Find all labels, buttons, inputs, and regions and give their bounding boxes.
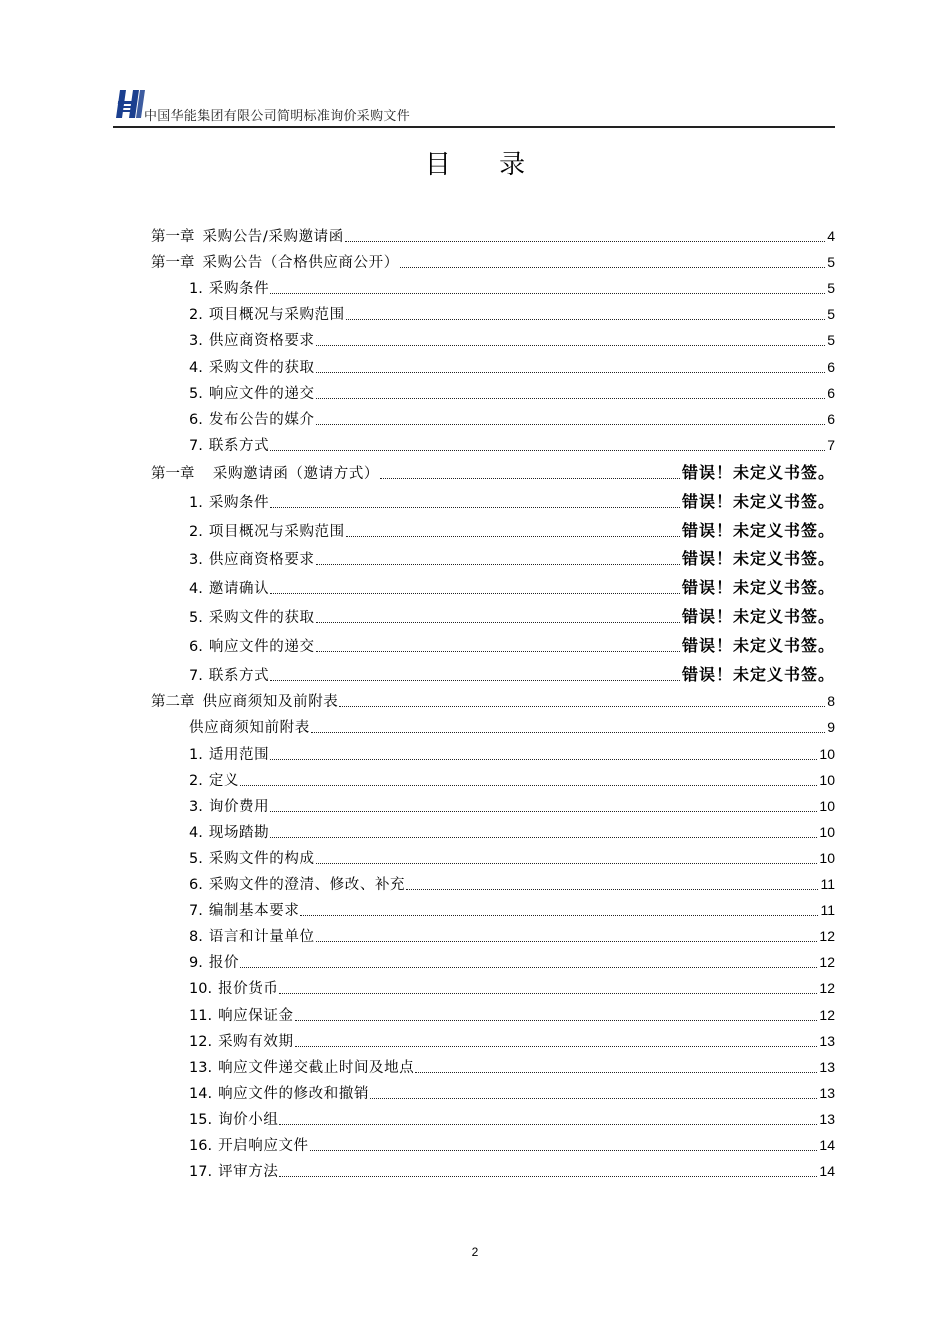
toc-entry-page: 12: [819, 928, 835, 945]
toc-dot-leader: [295, 1020, 818, 1021]
toc-entry-number: 5.: [189, 609, 203, 626]
toc-entry-label: 采购文件的构成: [208, 850, 315, 867]
toc-bookmark-error: 错误！未定义书签。: [681, 637, 835, 655]
toc-dot-leader: [370, 1098, 817, 1099]
toc-entry-number: 1.: [189, 746, 203, 763]
toc-bookmark-error: 错误！未定义书签。: [681, 551, 835, 569]
toc-entry[interactable]: [189, 546, 835, 569]
toc-entry[interactable]: [189, 1082, 835, 1103]
toc-entry[interactable]: [189, 518, 835, 541]
toc-entry-page: 6: [827, 358, 835, 375]
toc-entry-page: 12: [819, 1006, 835, 1023]
toc-bookmark-error: 错误！未定义书签。: [681, 522, 835, 540]
toc-entry[interactable]: [189, 1108, 835, 1129]
toc-entry-number: 11.: [189, 1007, 213, 1024]
toc-dot-leader: [316, 345, 826, 346]
toc-entry-page: 6: [827, 410, 835, 427]
toc-entry[interactable]: [189, 662, 835, 685]
toc-entry-page: 12: [819, 980, 835, 997]
page-number: 2: [471, 1245, 479, 1259]
toc-entry[interactable]: [189, 434, 835, 455]
toc-entry-label: 响应文件的递交: [208, 638, 315, 655]
toc-entry[interactable]: [189, 489, 835, 512]
toc-entry[interactable]: [189, 575, 835, 598]
toc-entry[interactable]: [189, 1160, 835, 1181]
toc-entry-number: 10.: [189, 981, 213, 998]
toc-dot-leader: [345, 241, 825, 242]
toc-entry-number: 第一章: [151, 255, 195, 272]
toc-entry[interactable]: [189, 1004, 835, 1025]
toc-entry-label: 采购文件的获取: [208, 359, 315, 376]
toc-dot-leader: [316, 651, 680, 652]
toc-entry[interactable]: [189, 821, 835, 842]
toc-entry-label: 响应文件递交截止时间及地点: [218, 1059, 415, 1076]
toc-entry-label: 采购公告（合格供应商公开）: [202, 255, 399, 272]
toc-entry[interactable]: [189, 1134, 835, 1155]
toc-entry-label: 项目概况与采购范围: [208, 307, 345, 324]
toc-entry-page: 10: [819, 823, 835, 840]
toc-entry-page: 13: [819, 1058, 835, 1075]
toc-entry[interactable]: [189, 329, 835, 350]
toc-entry[interactable]: [189, 873, 835, 894]
page-title: 目 录: [424, 150, 546, 180]
toc-entry-label: 邀请确认: [208, 581, 270, 598]
header-divider: [113, 126, 835, 128]
toc-entry-number: 6.: [189, 638, 203, 655]
toc-entry-label: 报价: [208, 955, 240, 972]
toc-dot-leader: [270, 837, 817, 838]
toc-entry-number: 第二章: [151, 694, 195, 711]
toc-entry-number: 4.: [189, 824, 203, 841]
toc-dot-leader: [279, 993, 817, 994]
toc-entry-page: 13: [819, 1084, 835, 1101]
toc-entry[interactable]: [151, 251, 835, 272]
toc-entry-label: 编制基本要求: [208, 903, 300, 920]
toc-dot-leader: [400, 267, 825, 268]
toc-entry-label: 供应商资格要求: [208, 333, 315, 350]
toc-entry-page: 7: [827, 436, 835, 453]
toc-entry[interactable]: [189, 633, 835, 656]
toc-entry[interactable]: [189, 408, 835, 429]
toc-entry-number: 17.: [189, 1164, 213, 1181]
toc-entry[interactable]: [151, 460, 835, 483]
toc-entry-label: 报价货币: [218, 981, 279, 998]
toc-entry-number: 6.: [189, 877, 203, 893]
toc-dot-leader: [339, 706, 825, 707]
toc-entry[interactable]: [189, 951, 835, 972]
toc-dot-leader: [270, 293, 825, 294]
toc-dot-leader: [346, 319, 825, 320]
toc-entry[interactable]: [151, 225, 835, 246]
toc-entry-number: 3.: [189, 798, 203, 815]
toc-entry-number: 6.: [189, 411, 203, 428]
toc-entry[interactable]: [189, 977, 835, 998]
toc-entry-label: 采购条件: [208, 494, 270, 511]
toc-dot-leader: [270, 811, 817, 812]
toc-entry-label: 联系方式: [208, 667, 270, 684]
toc-entry-label: 定义: [208, 772, 240, 789]
toc-entry-number: 7.: [189, 667, 203, 684]
toc-entry-page: 6: [827, 384, 835, 401]
toc-entry-label: 响应保证金: [218, 1007, 294, 1024]
toc-entry[interactable]: [189, 1030, 835, 1051]
toc-entry-page: 8: [827, 693, 835, 710]
toc-entry-label: 供应商资格要求: [208, 552, 315, 569]
toc-dot-leader: [270, 450, 825, 451]
toc-entry-number: 1.: [189, 281, 203, 298]
toc-entry-page: 5: [827, 332, 835, 349]
toc-dot-leader: [270, 759, 817, 760]
toc-entry-number: 4.: [189, 359, 203, 376]
toc-entry-number: 2.: [189, 772, 203, 789]
toc-entry-label: 现场踏勘: [208, 824, 270, 841]
toc-entry-page: 12: [819, 954, 835, 971]
toc-entry-page: 13: [819, 1032, 835, 1049]
toc-entry[interactable]: [189, 1056, 835, 1077]
toc-dot-leader: [316, 564, 680, 565]
toc-entry-page: 10: [819, 849, 835, 866]
toc-dot-leader: [316, 941, 818, 942]
toc-bookmark-error: 错误！未定义书签。: [681, 493, 835, 511]
toc-entry[interactable]: [189, 899, 835, 920]
toc-entry-label: 联系方式: [208, 437, 270, 454]
toc-entry-label: 询价小组: [218, 1111, 279, 1128]
toc-dot-leader: [311, 732, 825, 733]
toc-entry-page: 10: [819, 797, 835, 814]
toc-entry-number: 9.: [189, 955, 203, 972]
toc-entry-number: 4.: [189, 581, 203, 598]
toc-dot-leader: [346, 536, 680, 537]
toc-entry-label: 开启响应文件: [218, 1138, 309, 1154]
toc-entry-page: 5: [827, 280, 835, 297]
header-company-title: 中国华能集团有限公司简明标准询价采购文件: [144, 109, 411, 124]
toc-entry-label: 发布公告的媒介: [208, 411, 315, 428]
toc-entry-label: 询价费用: [208, 798, 270, 815]
toc-entry-page: 14: [819, 1137, 835, 1153]
toc-dot-leader: [270, 507, 680, 508]
toc-bookmark-error: 错误！未定义书签。: [681, 580, 835, 598]
toc-dot-leader: [316, 622, 680, 623]
toc-entry[interactable]: [189, 716, 835, 737]
toc-entry-number: 8.: [189, 929, 203, 946]
toc-dot-leader: [415, 1072, 817, 1073]
toc-entry[interactable]: [189, 925, 835, 946]
toc-entry-label: 采购有效期: [218, 1033, 294, 1050]
toc-entry-page: 10: [819, 771, 835, 788]
toc-entry-number: 7.: [189, 437, 203, 454]
toc-entry-number: 12.: [189, 1033, 213, 1050]
toc-dot-leader: [279, 1124, 817, 1125]
toc-entry-label: 采购公告/采购邀请函: [202, 229, 344, 245]
toc-entry-label: 供应商须知前附表: [189, 720, 310, 737]
toc-entry[interactable]: [189, 795, 835, 816]
toc-entry-label: 语言和计量单位: [208, 929, 315, 946]
toc-entry-label: 采购文件的澄清、修改、补充: [208, 877, 406, 893]
toc-entry-page: 5: [827, 254, 835, 271]
toc-entry[interactable]: [151, 690, 835, 711]
toc-entry-number: 16.: [189, 1138, 213, 1154]
toc-entry[interactable]: [189, 382, 835, 403]
toc-entry[interactable]: [189, 743, 835, 764]
toc-dot-leader: [270, 680, 680, 681]
toc-entry[interactable]: [189, 604, 835, 627]
toc-entry-label: 采购邀请函（邀请方式）: [202, 465, 380, 482]
toc-entry-page: 4: [827, 228, 835, 244]
toc-dot-leader: [406, 889, 818, 890]
toc-entry-number: 第一章: [151, 229, 195, 245]
toc-entry-label: 供应商须知及前附表: [202, 694, 339, 711]
toc-dot-leader: [316, 398, 826, 399]
toc-dot-leader: [240, 785, 817, 786]
toc-entry-number: 2.: [189, 307, 203, 324]
toc-entry-number: 13.: [189, 1059, 213, 1076]
toc-entry-number: 第一章: [151, 465, 195, 482]
toc-entry-label: 适用范围: [208, 746, 270, 763]
toc-entry-page: 10: [819, 745, 835, 762]
toc-entry-page: 11: [820, 876, 835, 892]
toc-entry-label: 响应文件的修改和撤销: [218, 1085, 370, 1102]
toc-entry-label: 采购条件: [208, 281, 270, 298]
toc-entry-number: 7.: [189, 903, 203, 920]
toc-dot-leader: [270, 593, 680, 594]
toc-entry-number: 15.: [189, 1111, 213, 1128]
toc-entry[interactable]: [189, 356, 835, 377]
toc-bookmark-error: 错误！未定义书签。: [681, 608, 835, 626]
toc-bookmark-error: 错误！未定义书签。: [681, 666, 835, 684]
toc-entry-number: 5.: [189, 850, 203, 867]
toc-entry-label: 响应文件的递交: [208, 385, 315, 402]
toc-entry-page: 13: [819, 1110, 835, 1127]
toc-entry[interactable]: [189, 847, 835, 868]
toc-entry-label: 项目概况与采购范围: [208, 523, 345, 540]
page-header: [113, 88, 835, 128]
huaneng-logo-icon: [113, 88, 145, 120]
toc-entry[interactable]: [189, 277, 835, 298]
toc-entry-number: 3.: [189, 333, 203, 350]
toc-dot-leader: [279, 1176, 817, 1177]
toc-entry-number: 14.: [189, 1085, 213, 1102]
toc-entry-page: 11: [820, 902, 835, 919]
toc-entry[interactable]: [189, 769, 835, 790]
toc-entry-label: 采购文件的获取: [208, 609, 315, 626]
toc-entry-number: 2.: [189, 523, 203, 540]
toc-bookmark-error: 错误！未定义书签。: [681, 464, 835, 482]
toc-dot-leader: [316, 863, 818, 864]
toc-dot-leader: [310, 1150, 818, 1151]
toc-entry-label: 评审方法: [218, 1164, 279, 1181]
toc-entry-page: 14: [819, 1163, 835, 1180]
toc-dot-leader: [240, 967, 817, 968]
toc-entry-number: 3.: [189, 552, 203, 569]
toc-entry[interactable]: [189, 303, 835, 324]
toc-entry-number: 5.: [189, 385, 203, 402]
toc-dot-leader: [380, 478, 680, 479]
toc-dot-leader: [316, 372, 826, 373]
toc-dot-leader: [300, 915, 818, 916]
toc-entry-number: 1.: [189, 494, 203, 511]
toc-entry-page: 9: [827, 719, 835, 736]
toc-dot-leader: [316, 424, 826, 425]
toc-dot-leader: [295, 1046, 818, 1047]
toc-entry-page: 5: [827, 306, 835, 323]
